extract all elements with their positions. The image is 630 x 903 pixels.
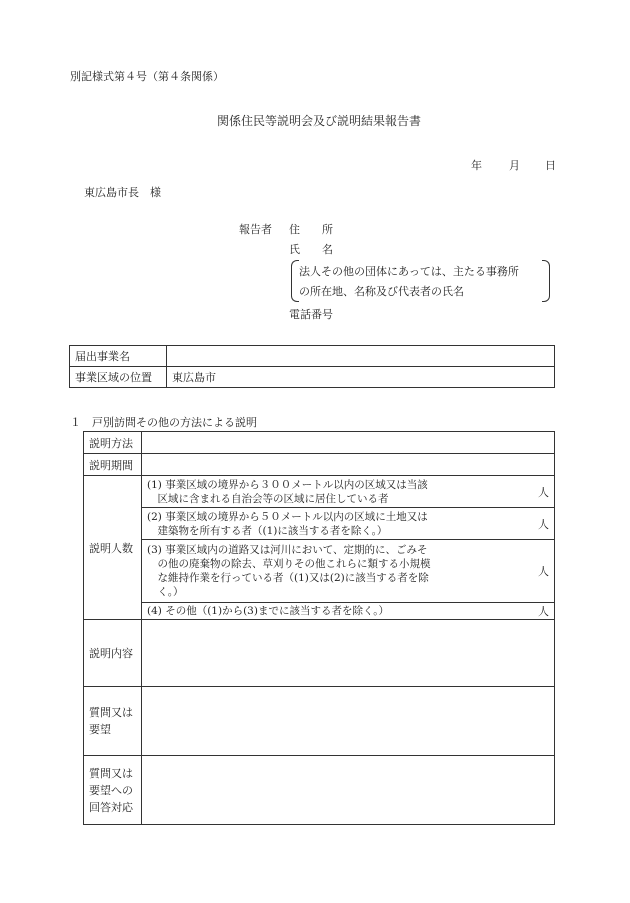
count-item-3-line1: (3) 事業区域内の道路又は河川において、定期的に、ごみそ <box>147 544 428 556</box>
reporter-note-line2: の所在地、名称及び代表者の氏名 <box>299 285 464 298</box>
questions-label-line2: 要望 <box>89 723 111 736</box>
count-item-1-unit: 人 <box>468 476 555 508</box>
answers-value <box>142 756 555 825</box>
count-item-4-unit: 人 <box>468 603 555 620</box>
name-label: 氏 名 <box>289 243 333 256</box>
date-year: 年 <box>471 159 482 172</box>
project-name-value <box>167 346 555 367</box>
period-label: 説明期間 <box>84 454 142 476</box>
content-value <box>142 620 555 687</box>
project-name-label: 届出事業名 <box>70 346 167 367</box>
method-label: 説明方法 <box>84 432 142 454</box>
answers-label-line3: 回答対応 <box>89 800 133 814</box>
project-table <box>69 345 555 388</box>
date-month: 月 <box>509 159 520 172</box>
count-item-2-line1: (2) 事業区域の境界から５０メートル以内の区域に土地又は <box>147 510 428 523</box>
count-item-3 <box>142 540 468 603</box>
reporter-label: 報告者 <box>239 223 272 236</box>
count-item-2-line2: 建築物を所有する者（(1)に該当する者を除く。） <box>147 524 388 537</box>
content-label: 説明内容 <box>84 620 142 687</box>
count-item-2 <box>142 508 468 540</box>
questions-value <box>142 687 555 756</box>
count-item-4: (4) その他（(1)から(3)までに該当する者を除く。） <box>142 603 468 620</box>
section1-heading: １ 戸別訪問その他の方法による説明 <box>70 416 257 429</box>
phone-label: 電話番号 <box>289 308 333 321</box>
count-item-3-line2: の他の廃棄物の除去、草刈りその他これらに類する小規模 <box>147 558 431 570</box>
answers-label <box>84 756 142 825</box>
method-value <box>142 432 555 454</box>
count-item-1 <box>142 476 468 508</box>
questions-label <box>84 687 142 756</box>
questions-label-line1: 質問又は <box>89 706 133 719</box>
count-item-3-line4: く。） <box>147 586 184 598</box>
count-label: 説明人数 <box>84 476 142 620</box>
count-item-1-line2: 区域に含まれる自治会等の区域に居住している者 <box>147 492 389 505</box>
addressee: 東広島市長 様 <box>84 186 161 199</box>
date-day: 日 <box>545 159 556 172</box>
explanation-table <box>83 431 555 825</box>
project-location-label: 事業区域の位置 <box>70 367 167 388</box>
answers-label-line2: 要望への <box>89 783 133 797</box>
note-bracket-right <box>542 260 550 302</box>
period-value <box>142 454 555 476</box>
count-item-3-line3: な維持作業を行っている者（(1)又は(2)に該当する者を除 <box>147 572 429 584</box>
count-item-2-unit: 人 <box>468 508 555 540</box>
reporter-note-line1: 法人その他の団体にあっては、主たる事務所 <box>299 265 519 278</box>
project-location-value: 東広島市 <box>167 367 555 388</box>
count-item-1-line1: (1) 事業区域の境界から３００メートル以内の区域又は当該 <box>147 478 428 491</box>
count-item-3-unit: 人 <box>468 540 555 603</box>
answers-label-line1: 質問又は <box>89 766 133 780</box>
address-label: 住 所 <box>289 223 333 236</box>
form-label: 別記様式第４号（第４条関係） <box>70 70 224 83</box>
note-bracket-left <box>291 260 299 302</box>
document-title: 関係住民等説明会及び説明結果報告書 <box>217 114 422 128</box>
